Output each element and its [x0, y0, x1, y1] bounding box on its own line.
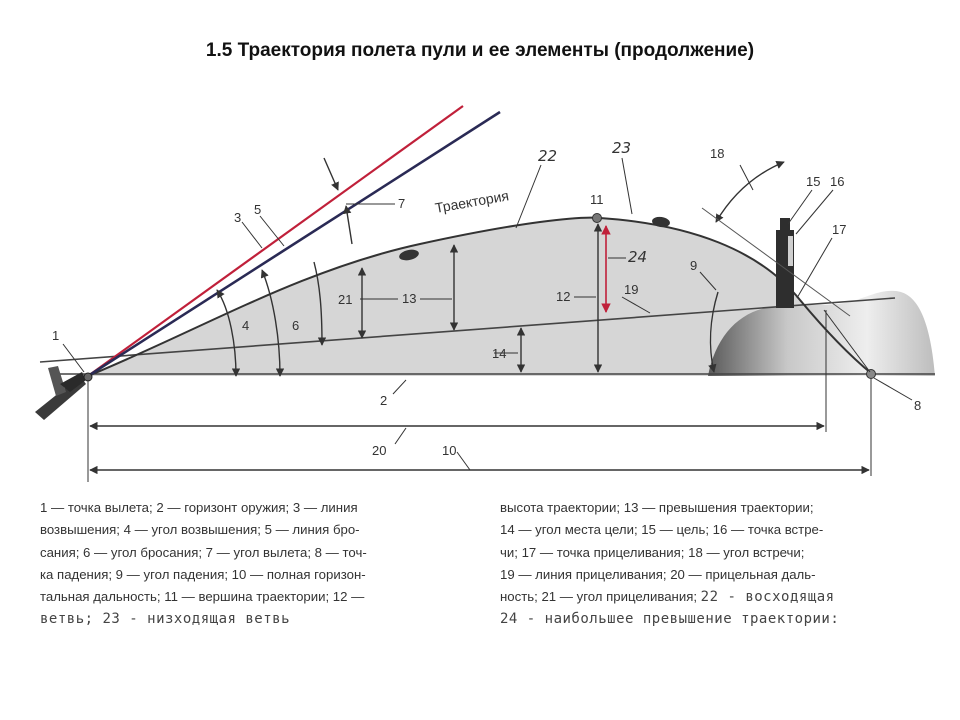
label-17: 17	[832, 222, 847, 237]
label-21: 21	[338, 292, 353, 307]
label-5: 5	[254, 202, 262, 217]
legend-line: 19 — линия прицеливания; 20 — прицельная даль-	[500, 566, 816, 582]
legend-handwritten-line: 24 - наибольшее превышение траектории:	[500, 611, 840, 628]
label-2: 2	[380, 393, 388, 408]
legend-line: чи; 17 — точка прицеливания; 18 — угол встречи;	[500, 544, 805, 560]
label-24: 24	[628, 248, 648, 266]
label-19: 19	[624, 282, 639, 297]
slide-title: 1.5 Траектория полета пули и ее элементы (продолжение)	[205, 40, 755, 61]
label-4: 4	[242, 318, 250, 333]
label-9: 9	[690, 258, 698, 273]
label-23: 23	[612, 139, 632, 157]
label-1: 1	[52, 328, 60, 343]
legend-line: 1 — точка вылета; 2 — горизонт оружия; 3 — линия	[40, 500, 358, 515]
label-14: 14	[492, 346, 507, 361]
label-6: 6	[292, 318, 300, 333]
label-22: 22	[538, 147, 558, 165]
legend-line: возвышения; 4 — угол возвышения; 5 — линия бро-	[40, 522, 360, 538]
legend-line	[500, 586, 925, 608]
label-15: 15	[806, 174, 821, 189]
fall-point	[867, 370, 876, 379]
legend-line: сания; 6 — угол бросания; 7 — угол вылета; 8 — точ-	[40, 544, 367, 560]
label-16: 16	[830, 174, 845, 189]
label-20: 20	[372, 443, 387, 458]
label-13: 13	[402, 291, 417, 306]
label-7: 7	[398, 196, 406, 211]
label-10: 10	[442, 443, 457, 458]
legend-line-text: ность; 21 — угол прицеливания;	[500, 589, 697, 605]
target-figure	[776, 218, 794, 308]
legend-left	[40, 497, 465, 631]
legend-line: тальная дальность; 11 — вершина траектории; 12 —	[40, 589, 365, 605]
meeting-angle-arc	[716, 162, 784, 222]
label-11: 11	[590, 192, 604, 207]
label-trajectory: Траектория	[433, 187, 511, 216]
legend-line: высота траектории; 13 — превышения траектории;	[500, 500, 814, 515]
legend-handwritten-line: ветвь; 23 - низходящая ветвь	[40, 611, 291, 628]
apex-point	[593, 214, 602, 223]
legend-handwritten-inline: 22 - восходящая	[700, 589, 835, 606]
legend-right	[500, 497, 925, 631]
label-8: 8	[914, 398, 922, 413]
legend-line: ка падения; 9 — угол падения; 10 — полная горизон-	[40, 566, 366, 582]
label-18: 18	[710, 146, 725, 161]
label-12: 12	[556, 289, 571, 304]
label-3: 3	[234, 210, 242, 225]
legend-line: 14 — угол места цели; 15 — цель; 16 — точка встре-	[500, 522, 824, 538]
departure-angle-marker	[324, 158, 338, 190]
